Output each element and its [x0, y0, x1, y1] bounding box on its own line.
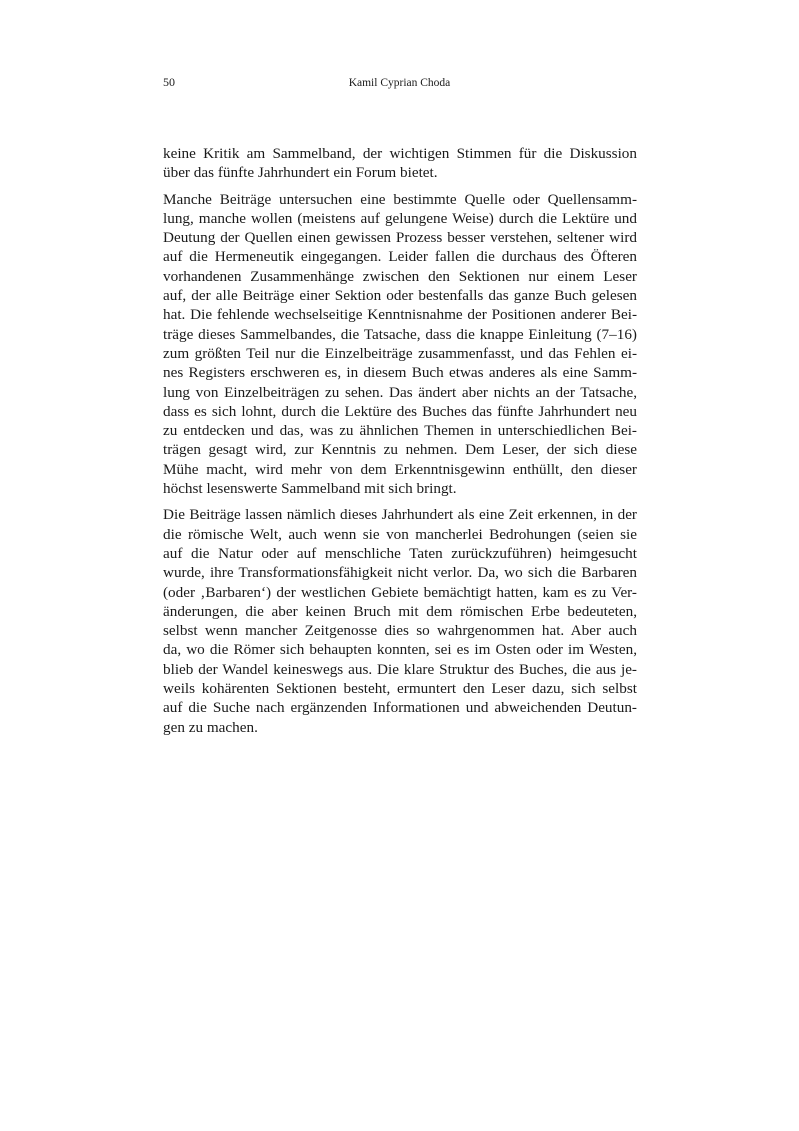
text-line: auf, der alle Beiträge einer Sektion oder bestenfalls das ganze Buch gelesen [163, 287, 637, 305]
text-line: da, wo die Römer sich behaupten konnten, sei es im Osten oder im Westen, [163, 641, 637, 659]
text-line: träge dieses Sammelbandes, die Tatsache, dass die knappe Einleitung (7–16) [163, 325, 637, 343]
paragraph [163, 505, 637, 737]
text-line: keine Kritik am Sammelband, der wichtigen Stimmen für die Diskussion [163, 145, 637, 162]
text-line: Deutung der Quellen einen gewissen Prozess besser verstehen, seltener wird [163, 229, 637, 247]
page-number: 50 [163, 75, 175, 89]
text-line: Mühe macht, wird mehr von dem Erkenntnisgewinn enthüllt, den dieser [163, 460, 637, 478]
text-line: (oder ‚Barbaren‘) der westlichen Gebiete bemächtigt hatten, kam es zu Ver- [163, 583, 637, 601]
text-line: über das fünfte Jahrhundert ein Forum bietet. [163, 164, 438, 182]
text-line: zum größten Teil nur die Einzelbeiträge zusammenfasst, und das Fehlen ei- [163, 344, 637, 362]
text-line: änderungen, die aber keinen Bruch mit dem römischen Erbe bedeuteten, [163, 602, 637, 620]
text-line: auf die Hermeneutik eingegangen. Leider fallen die durchaus des Öfteren [163, 248, 637, 266]
text-line: wurde, ihre Transformationsfähigkeit nicht verlor. Da, wo sich die Barbaren [163, 564, 637, 582]
text-line: weils kohärenten Sektionen besteht, ermuntert den Leser dazu, sich selbst [163, 680, 637, 698]
text-line: nes Registers erschweren es, in diesem Buch etwas anderes als eine Samm- [163, 364, 637, 382]
paragraph [163, 190, 637, 499]
text-line: trägen gesagt wird, zur Kenntnis zu nehmen. Dem Leser, der sich diese [163, 441, 637, 459]
paragraph [163, 144, 637, 183]
running-head: Kamil Cyprian Choda [348, 77, 451, 89]
text-line: selbst wenn mancher Zeitgenosse dies so wahrgenommen hat. Aber auch [163, 622, 637, 640]
text-line: vorhandenen Zusammenhänge zwischen den Sektionen nur einem Leser [163, 267, 637, 285]
text-line: Die Beiträge lassen nämlich dieses Jahrhundert als eine Zeit erkennen, in der [163, 506, 637, 524]
text-line: zu entdecken und das, was zu ähnlichen Themen in unterschiedlichen Bei- [163, 422, 637, 440]
text-line: dass es sich lohnt, durch die Lektüre des Buches das fünfte Jahrhundert neu [163, 402, 637, 420]
text-line: hat. Die fehlende wechselseitige Kenntnisnahme der Positionen anderer Bei- [163, 306, 637, 324]
text-line: auf die Natur oder auf menschliche Taten zurückzuführen) heimgesucht [163, 544, 637, 562]
text-line: blieb der Wandel keineswegs aus. Die klare Struktur des Buches, die aus je- [163, 660, 637, 678]
text-line: gen zu machen. [163, 718, 258, 736]
text-line: Manche Beiträge untersuchen eine bestimmte Quelle oder Quellensamm- [163, 190, 637, 208]
text-line: lung von Einzelbeiträgen zu sehen. Das ändert aber nichts an der Tatsache, [163, 383, 637, 401]
body-text [163, 144, 637, 744]
text-line: höchst lesenswerte Sammelband mit sich bringt. [163, 480, 457, 498]
text-line: lung, manche wollen (meistens auf gelungene Weise) durch die Lektüre und [163, 209, 637, 227]
text-line: auf die Suche nach ergänzenden Informationen und abweichenden Deutun- [163, 699, 637, 717]
text-line: die römische Welt, auch wenn sie von mancherlei Bedrohungen (seien sie [163, 525, 637, 543]
